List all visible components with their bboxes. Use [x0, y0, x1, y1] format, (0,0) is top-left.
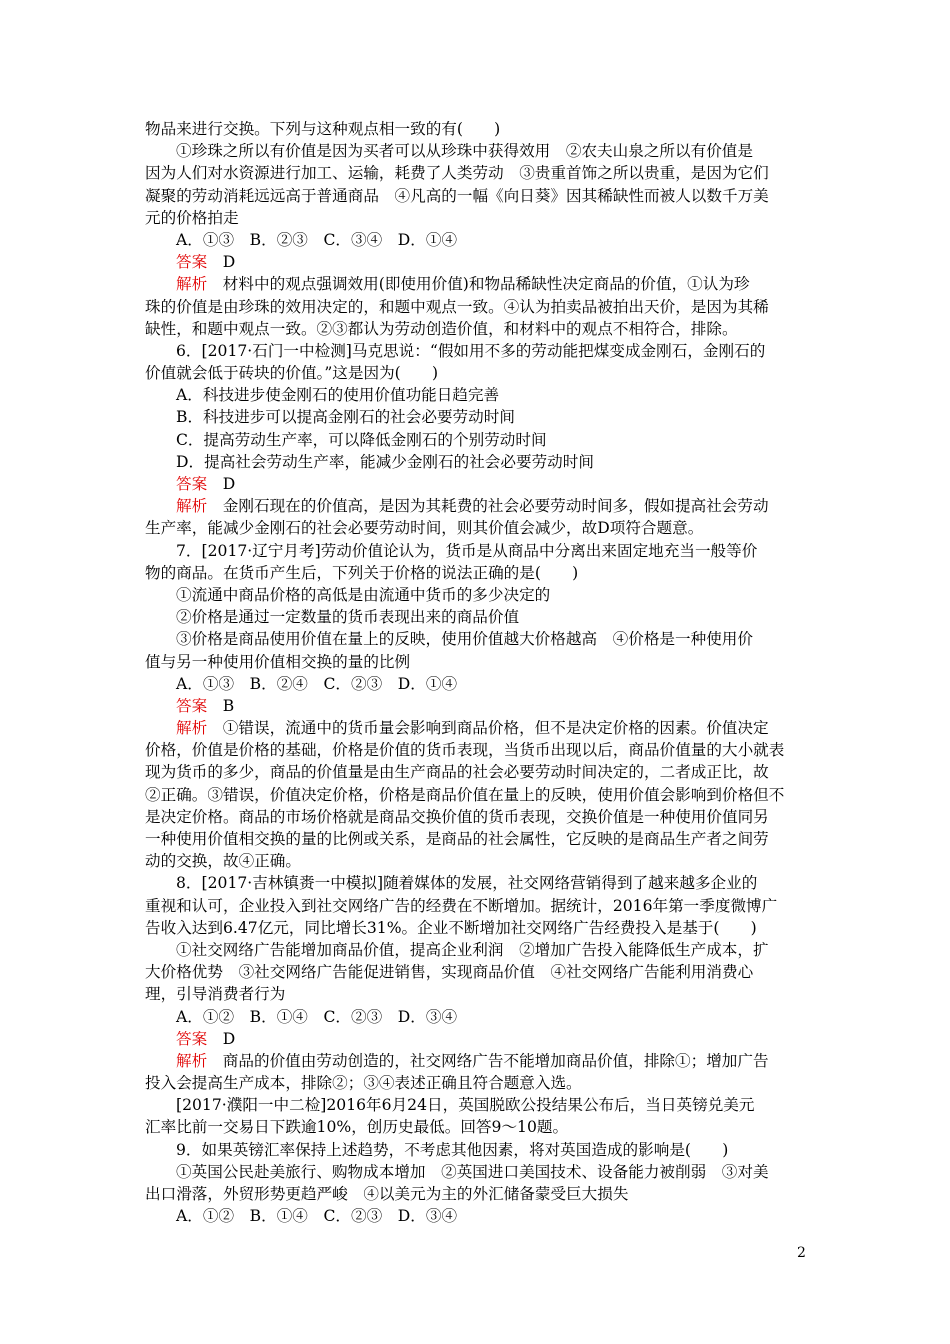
- text-line: [145, 628, 807, 650]
- text-line: [145, 118, 807, 140]
- line-text: A．①② B．①④ C．②③ D．③④: [176, 1207, 458, 1226]
- text-line: [145, 939, 807, 961]
- analysis-label: 解析: [176, 719, 208, 738]
- text-line: [145, 273, 807, 295]
- line-text: 值与另一种使用价值相交换的量的比例: [145, 652, 411, 671]
- text-line: [145, 540, 807, 562]
- text-line: [145, 473, 807, 495]
- page-number: 2: [797, 1245, 806, 1261]
- line-text: ③价格是商品使用价值在量上的反映，使用价值越大价格越高 ④价格是一种使用价: [176, 630, 753, 649]
- text-line: [145, 1028, 807, 1050]
- line-text: 一种使用价值相交换的量的比例或关系，是商品的社会属性，它反映的是商品生产者之间劳: [145, 830, 769, 848]
- answer-label: 答案: [176, 475, 208, 493]
- text-line: [145, 562, 807, 584]
- text-line: [145, 340, 807, 362]
- line-text: 价值就会低于砖块的价值。”这是因为( ): [145, 364, 439, 383]
- line-text: ②价格是通过一定数量的货币表现出来的商品价值: [176, 608, 520, 627]
- line-text: [2017·濮阳一中二检]2016年6月24日，英国脱欧公投结果公布后，当日英镑兑美元: [176, 1096, 755, 1115]
- text-line: [145, 828, 807, 850]
- line-text: 生产率，能减少金刚石的社会必要劳动时间，则其价值会减少，故D项符合题意。: [145, 519, 704, 538]
- text-line: [145, 917, 807, 939]
- text-line: [145, 872, 807, 894]
- line-text: ①珍珠之所以有价值是因为买者可以从珍珠中获得效用 ②农夫山泉之所以有价值是: [176, 142, 753, 161]
- text-line: [145, 761, 807, 783]
- line-text: 物品来进行交换。下列与这种观点相一致的有( ): [145, 120, 501, 138]
- text-line: [145, 495, 807, 517]
- line-text: 重视和认可，企业投入到社交网络广告的经费在不断增加。据统计，2016年第一季度微博广: [145, 896, 778, 915]
- line-text: 元的价格拍走: [145, 208, 239, 227]
- line-text: A．科技进步使金刚石的使用价值功能日趋完善: [176, 386, 500, 405]
- line-text: 告收入达到6.47亿元，同比增长31%。企业不断增加社交网络广告经费投入是基于( ): [145, 918, 757, 937]
- line-text: 投入会提高生产成本，排除②；③④表述正确且符合题意入选。: [145, 1074, 582, 1093]
- line-text: 商品的价值由劳动创造的，社交网络广告不能增加商品价值，排除①；增加广告: [207, 1051, 769, 1070]
- text-line: [145, 1094, 807, 1116]
- line-text: D: [207, 475, 236, 493]
- line-text: C．提高劳动生产率，可以降低金刚石的个别劳动时间: [176, 430, 547, 449]
- text-line: [145, 850, 807, 872]
- text-line: [145, 1072, 807, 1094]
- text-line: [145, 1161, 807, 1183]
- line-text: 缺性，和题中观点一致。②③都认为劳动创造价值，和材料中的观点不相符合，排除。: [145, 319, 738, 338]
- text-line: [145, 140, 807, 162]
- line-text: A．①③ B．②③ C．③④ D．①④: [176, 230, 458, 249]
- text-line: [145, 606, 807, 628]
- line-text: A．①③ B．②④ C．②③ D．①④: [176, 674, 458, 693]
- text-line: [145, 739, 807, 761]
- line-text: 凝聚的劳动消耗远远高于普通商品 ④凡高的一幅《向日葵》因其稀缺性而被人以数千万美: [145, 186, 769, 205]
- text-line: [145, 983, 807, 1005]
- line-text: 金刚石现在的价值高，是因为其耗费的社会必要劳动时间多，假如提高社会劳动: [207, 497, 769, 516]
- line-text: D: [207, 1029, 236, 1048]
- line-text: 出口滑落，外贸形势更趋严峻 ④以美元为主的外汇储备蒙受巨大损失: [145, 1185, 629, 1203]
- text-line: [145, 895, 807, 917]
- text-line: [145, 584, 807, 606]
- answer-label: 答案: [176, 253, 208, 272]
- text-line: [145, 229, 807, 251]
- text-line: [145, 806, 807, 828]
- text-line: [145, 384, 807, 406]
- line-text: 大价格优势 ③社交网络广告能促进销售，实现商品价值 ④社交网络广告能利用消费心: [145, 963, 754, 982]
- line-text: 7．[2017·辽宁月考]劳动价值论认为，货币是从商品中分离出来固定地充当一般等价: [176, 541, 758, 560]
- line-text: B．科技进步可以提高金刚石的社会必要劳动时间: [176, 408, 515, 427]
- line-text: 理，引导消费者行为: [145, 985, 286, 1004]
- line-text: ①社交网络广告能增加商品价值，提高企业利润 ②增加广告投入能降低生产成本，扩: [176, 940, 769, 959]
- analysis-label: 解析: [176, 497, 208, 516]
- line-text: 汇率比前一交易日下跌逾10%，创历史最低。回答9～10题。: [145, 1118, 569, 1137]
- line-text: ①错误，流通中的货币量会影响到商品价格，但不是决定价格的因素。价值决定: [207, 719, 769, 738]
- page-body: [145, 118, 807, 1227]
- text-line: [145, 296, 807, 318]
- text-line: [145, 695, 807, 717]
- text-line: [145, 251, 807, 273]
- analysis-label: 解析: [176, 275, 208, 294]
- text-line: [145, 362, 807, 384]
- text-line: [145, 1006, 807, 1028]
- line-text: B: [207, 696, 235, 715]
- line-text: 因为人们对水资源进行加工、运输，耗费了人类劳动 ③贵重首饰之所以贵重，是因为它们: [145, 164, 769, 183]
- line-text: ①英国公民赴美旅行、购物成本增加 ②英国进口美国技术、设备能力被削弱 ③对美: [176, 1162, 769, 1181]
- line-text: 6．[2017·石门一中检测]马克思说：“假如用不多的劳动能把煤变成金刚石，金刚石的: [176, 341, 766, 360]
- text-line: [145, 717, 807, 739]
- text-line: [145, 185, 807, 207]
- line-text: ②正确。③错误，价值决定价格，价格是商品价值在量上的反映，使用价值会影响到价格但不: [145, 785, 785, 804]
- answer-label: 答案: [176, 1029, 208, 1048]
- text-line: [145, 1050, 807, 1072]
- line-text: 珠的价值是由珍珠的效用决定的，和题中观点一致。④认为拍卖品被拍出天价，是因为其稀: [145, 297, 769, 316]
- text-line: [145, 1139, 807, 1161]
- text-line: [145, 651, 807, 673]
- line-text: ①流通中商品价格的高低是由流通中货币的多少决定的: [176, 585, 551, 604]
- text-line: [145, 1205, 807, 1227]
- line-text: 9．如果英镑汇率保持上述趋势，不考虑其他因素，将对英国造成的影响是( ): [176, 1140, 729, 1159]
- text-line: [145, 207, 807, 229]
- line-text: 8．[2017·吉林镇赉一中模拟]随着媒体的发展，社交网络营销得到了越来越多企业的: [176, 874, 758, 893]
- text-line: [145, 318, 807, 340]
- text-line: [145, 784, 807, 806]
- text-line: [145, 1183, 807, 1205]
- line-text: 动的交换，故④正确。: [145, 852, 301, 871]
- line-text: 价格，价值是价格的基础，价格是价值的货币表现，当货币出现以后，商品价值量的大小就表: [145, 741, 785, 760]
- line-text: D: [207, 253, 236, 272]
- text-line: [145, 1116, 807, 1138]
- text-line: [145, 451, 807, 473]
- text-line: [145, 406, 807, 428]
- text-line: [145, 673, 807, 695]
- text-line: [145, 429, 807, 451]
- text-line: [145, 517, 807, 539]
- line-text: 材料中的观点强调效用(即使用价值)和物品稀缺性决定商品的价值，①认为珍: [207, 275, 750, 294]
- line-text: A．①② B．①④ C．②③ D．③④: [176, 1007, 458, 1026]
- text-line: [145, 961, 807, 983]
- line-text: 现为货币的多少，商品的价值量是由生产商品的社会必要劳动时间决定的，二者成正比，故: [145, 763, 769, 782]
- line-text: 物的商品。在货币产生后，下列关于价格的说法正确的是( ): [145, 563, 579, 582]
- line-text: 是决定价格。商品的市场价格就是商品交换价值的货币表现，交换价值是一种使用价值同另: [145, 807, 769, 826]
- answer-label: 答案: [176, 696, 208, 715]
- analysis-label: 解析: [176, 1051, 208, 1070]
- line-text: D．提高社会劳动生产率，能减少金刚石的社会必要劳动时间: [176, 452, 594, 471]
- text-line: [145, 162, 807, 184]
